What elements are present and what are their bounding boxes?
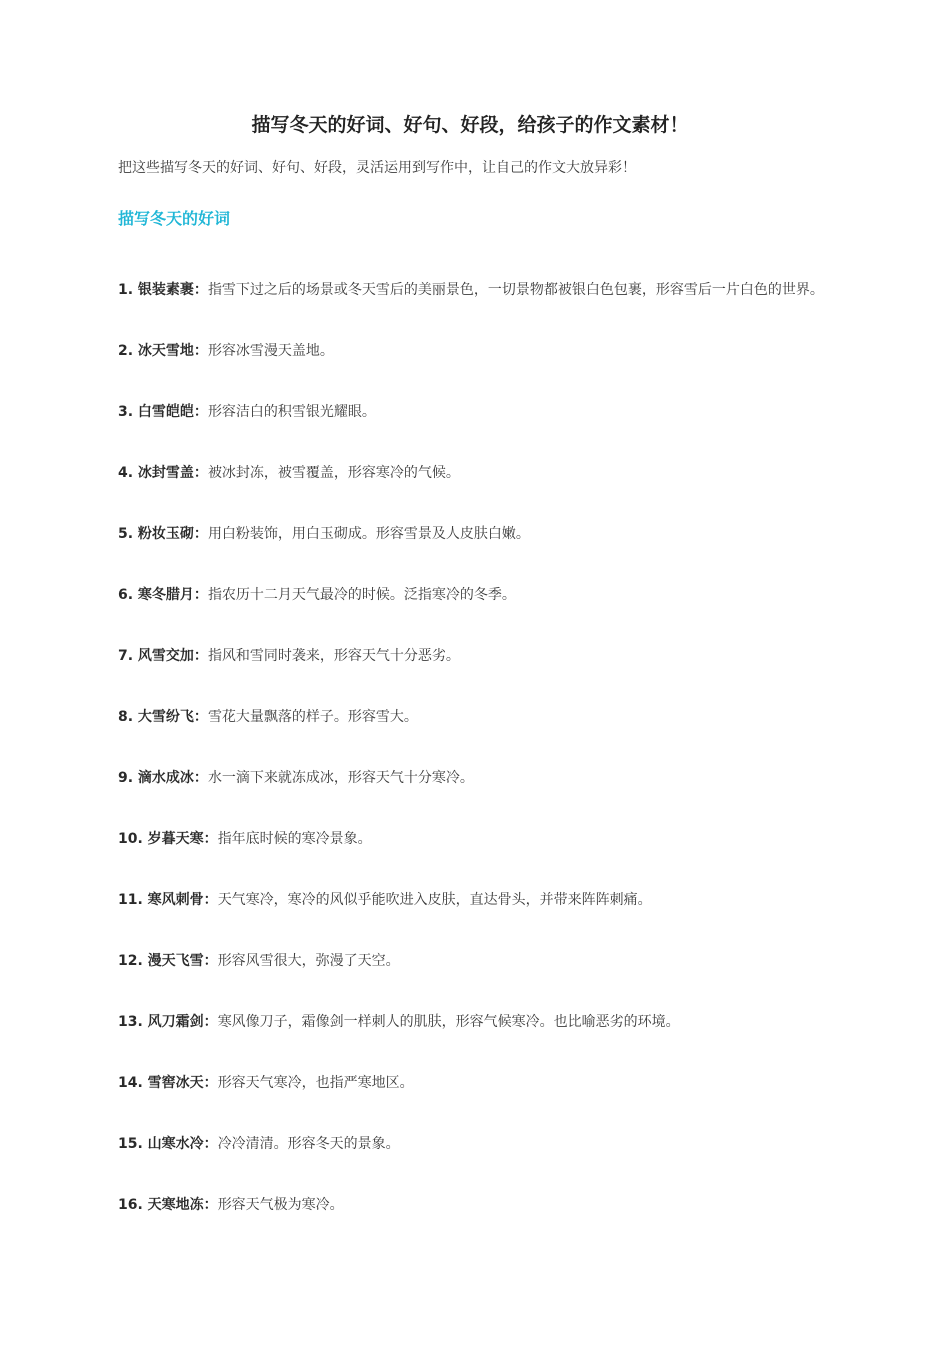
entry-definition: 形容天气寒冷，也指严寒地区。 [217,1075,414,1091]
entry-definition: 冷冷清清。形容冬天的景象。 [217,1136,400,1152]
entry-term: 2. 冰天雪地： [118,343,208,359]
entry-term: 9. 滴水成冰： [118,770,208,786]
entry-definition: 用白粉装饰，用白玉砌成。形容雪景及人皮肤白嫩。 [207,526,530,542]
word-list [118,280,840,1256]
entry-term: 14. 雪窖冰天： [118,1075,218,1091]
entry-definition: 寒风像刀子，霜像剑一样刺人的肌肤，形容气候寒冷。也比喻恶劣的环境。 [217,1014,680,1030]
list-item [118,280,840,301]
section-heading: 描写冬天的好词 [118,209,231,228]
entry-definition: 形容冰雪漫天盖地。 [207,343,334,359]
entry-term: 16. 天寒地冻： [118,1197,218,1213]
list-item [118,1134,840,1155]
entry-term: 1. 银装素裹： [118,282,208,298]
entry-definition: 指年底时候的寒冷景象。 [217,831,372,847]
list-item [118,402,840,423]
list-item [118,829,840,850]
list-item [118,1073,840,1094]
list-item [118,951,840,972]
entry-term: 15. 山寒水冷： [118,1136,218,1152]
entry-term: 7. 风雪交加： [118,648,208,664]
list-item [118,1012,840,1033]
entry-term: 13. 风刀霜剑： [118,1014,218,1030]
entry-definition: 水一滴下来就冻成冰，形容天气十分寒冷。 [207,770,474,786]
list-item [118,463,840,484]
list-item [118,768,840,789]
entry-term: 10. 岁暮天寒： [118,831,218,847]
list-item [118,524,840,545]
entry-term: 5. 粉妆玉砌： [118,526,208,542]
list-item [118,341,840,362]
entry-definition: 形容风雪很大，弥漫了天空。 [217,953,400,969]
entry-definition: 指风和雪同时袭来，形容天气十分恶劣。 [207,648,460,664]
entry-definition: 雪花大量飘落的样子。形容雪大。 [207,709,418,725]
entry-term: 11. 寒风刺骨： [118,892,218,908]
list-item [118,890,840,911]
entry-definition: 指农历十二月天气最冷的时候。泛指寒冷的冬季。 [207,587,516,603]
entry-term: 6. 寒冬腊月： [118,587,208,603]
entry-definition: 被冰封冻，被雪覆盖，形容寒冷的气候。 [207,465,460,481]
entry-definition: 形容洁白的积雪银光耀眼。 [207,404,376,420]
list-item [118,646,840,667]
list-item [118,1195,840,1216]
entry-term: 3. 白雪皑皑： [118,404,208,420]
entry-term: 8. 大雪纷飞： [118,709,208,725]
intro-paragraph: 把这些描写冬天的好词、好句、好段，灵活运用到写作中，让自己的作文大放异彩！ [118,160,636,176]
page-title: 描写冬天的好词、好句、好段，给孩子的作文素材！ [251,114,689,136]
entry-definition: 指雪下过之后的场景或冬天雪后的美丽景色，一切景物都被银白色包裹，形容雪后一片白色的世界。 [207,282,824,298]
entry-term: 12. 漫天飞雪： [118,953,218,969]
list-item [118,707,840,728]
entry-term: 4. 冰封雪盖： [118,465,208,481]
entry-definition: 形容天气极为寒冷。 [217,1197,344,1213]
list-item [118,585,840,606]
entry-definition: 天气寒冷，寒冷的风似乎能吹进入皮肤，直达骨头，并带来阵阵刺痛。 [217,892,652,908]
